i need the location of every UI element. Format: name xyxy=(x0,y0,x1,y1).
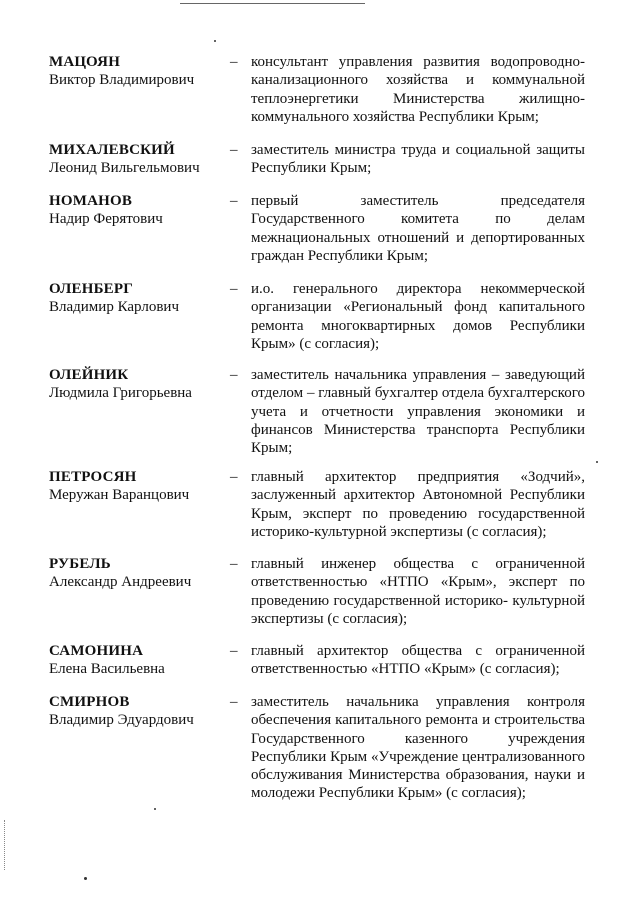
member-dash: – xyxy=(230,367,238,383)
member-dash: – xyxy=(230,281,238,297)
member-surname: САМОНИНА xyxy=(49,643,144,659)
member-surname: РУБЕЛЬ xyxy=(49,556,111,572)
member-dash: – xyxy=(230,142,238,158)
scan-speck xyxy=(154,808,156,810)
member-given-name: Владимир Карлович xyxy=(49,299,179,315)
member-given-name: Меружан Варанцович xyxy=(49,487,190,503)
member-given-name: Надир Ферятович xyxy=(49,211,163,227)
member-dash: – xyxy=(230,193,238,209)
member-surname: СМИРНОВ xyxy=(49,694,130,710)
member-surname: МИХАЛЕВСКИЙ xyxy=(49,142,175,158)
member-dash: – xyxy=(230,694,238,710)
member-description: и.о. генерального директора некоммерческой организации «Региональный фонд капитального ремонта многоквартирных домов Республики Крым» (с согласия); xyxy=(251,281,585,352)
member-given-name: Людмила Григорьевна xyxy=(49,385,192,401)
scan-speck xyxy=(596,461,598,463)
member-surname: ОЛЕЙНИК xyxy=(49,367,129,383)
member-given-name: Елена Васильевна xyxy=(49,661,165,677)
member-given-name: Леонид Вильгельмович xyxy=(49,160,200,176)
member-surname: НОМАНОВ xyxy=(49,193,133,209)
member-description: первый заместитель председателя Государственного комитета по делам межнациональных отношений и депортированных граждан Республики Крым; xyxy=(251,193,585,264)
member-dash: – xyxy=(230,556,238,572)
top-rule xyxy=(180,3,365,4)
member-given-name: Владимир Эдуардович xyxy=(49,712,194,728)
member-description: главный архитектор общества с ограниченной ответственностью «НТПО «Крым» (с согласия); xyxy=(251,643,585,678)
member-dash: – xyxy=(230,469,238,485)
member-description: заместитель начальника управления – заведующий отделом – главный бухгалтер отдела бухгалтерского учета и отчетности управления экономики и финансов Министерства транспорта Республики Крым; xyxy=(251,367,585,457)
member-dash: – xyxy=(230,643,238,659)
scan-speck xyxy=(84,877,87,880)
scan-speck xyxy=(214,40,216,42)
member-description: главный архитектор предприятия «Зодчий», заслуженный архитектор Автономной Республики Крым, эксперт по проведению государственной историко-культурной экспертизы (с согласия); xyxy=(251,469,585,540)
member-surname: МАЦОЯН xyxy=(49,54,121,70)
member-surname: ПЕТРОСЯН xyxy=(49,469,137,485)
member-description: заместитель начальника управления контроля обеспечения капитального ремонта и строительства Государственного казенного учреждения Республики Крым «Учреждение централизованного обслуживания Министерства образования, науки и молодежи Республики Крым» (с согласия); xyxy=(251,694,585,802)
member-dash: – xyxy=(230,54,238,70)
member-description: главный инженер общества с ограниченной ответственностью «НТПО «Крым», эксперт по проведению государственной историко- культурной экспертизы (с согласия); xyxy=(251,556,585,627)
member-given-name: Александр Андреевич xyxy=(49,574,192,590)
scan-margin-marks xyxy=(4,820,7,870)
member-description: заместитель министра труда и социальной защиты Республики Крым; xyxy=(251,142,585,177)
member-given-name: Виктор Владимирович xyxy=(49,72,195,88)
member-surname: ОЛЕНБЕРГ xyxy=(49,281,133,297)
member-description: консультант управления развития водопроводно-канализационного хозяйства и коммунальной теплоэнергетики Министерства жилищно-коммунального хозяйства Республики Крым; xyxy=(251,54,585,125)
